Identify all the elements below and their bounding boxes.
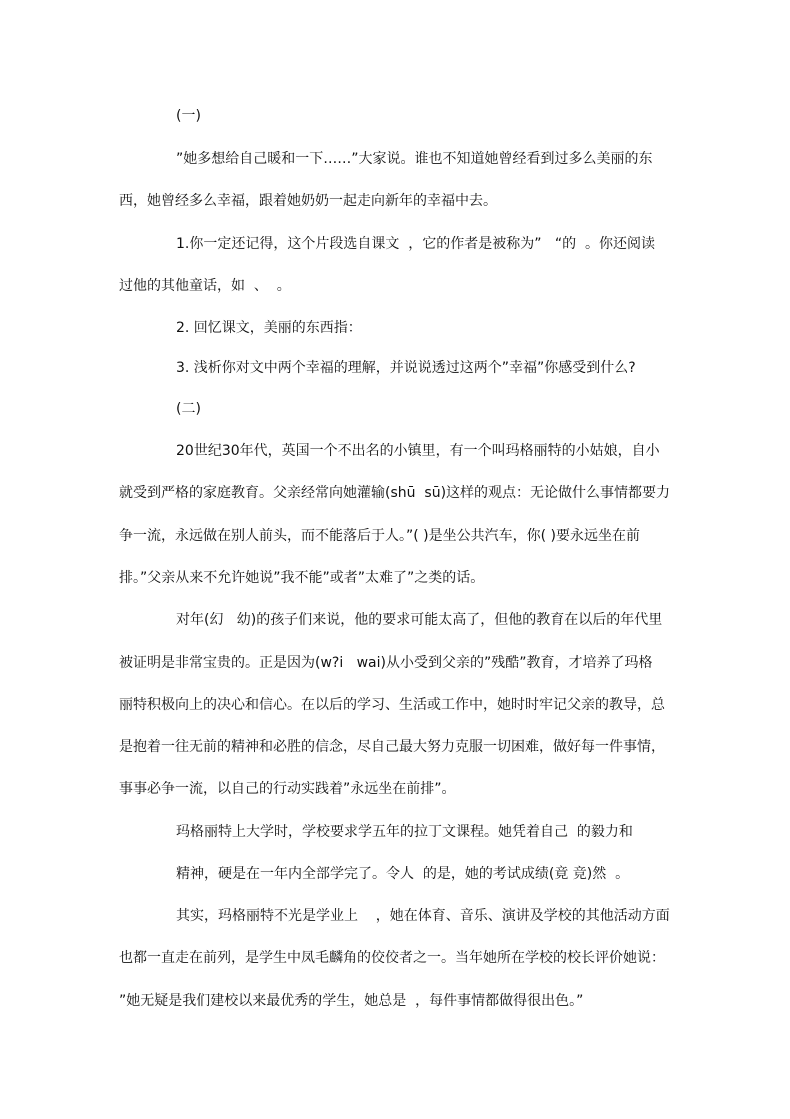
paragraph-line: 20世纪30年代，英国一个不出名的小镇里，有一个叫玛格丽特的小姑娘，自小 bbox=[176, 443, 660, 459]
paragraph-line: 其实，玛格丽特不光是学业上 ，她在体育、音乐、演讲及学校的其他活动方面 bbox=[176, 908, 670, 924]
paragraph-line: 对年(幻 幼)的孩子们来说，他的要求可能太高了，但他的教育在以后的年代里 bbox=[176, 612, 663, 628]
question-1-line: 过他的其他童话，如 、 。 bbox=[119, 278, 291, 294]
paragraph-line: 西，她曾经多么幸福，跟着她奶奶一起走向新年的幸福中去。 bbox=[119, 193, 497, 209]
question-2: 2. 回忆课文，美丽的东西指： bbox=[176, 320, 362, 336]
paragraph-line: 排。”父亲从来不允许她说”我不能”或者”太难了”之类的话。 bbox=[119, 570, 485, 586]
paragraph-line: 争一流，永远做在别人前头，而不能落后于人。”( )是坐公共汽车，你( )要永远坐在前 bbox=[119, 528, 640, 544]
section-heading-2: (二) bbox=[176, 401, 201, 417]
question-3: 3. 浅析你对文中两个幸福的理解，并说说透过这两个”幸福”你感受到什么? bbox=[176, 360, 636, 376]
paragraph-line: 事事必争一流，以自己的行动实践着”永远坐在前排”。 bbox=[119, 781, 456, 797]
paragraph-line: 也都一直走在前列，是学生中凤毛麟角的佼佼者之一。当年她所在学校的校长评价她说： bbox=[119, 950, 665, 966]
paragraph-line: 是抱着一往无前的精神和必胜的信念，尽自己最大努力克服一切困难，做好每一件事情， bbox=[119, 739, 665, 755]
paragraph-line: 就受到严格的家庭教育。父亲经常向她灌输(shū sū)这样的观点：无论做什么事情都要力 bbox=[119, 485, 671, 501]
paragraph-line: 精神，硬是在一年内全部学完了。令人 的是，她的考试成绩(竟 竞)然 。 bbox=[176, 866, 630, 882]
question-1-line: 1.你一定还记得，这个片段选自课文 ，它的作者是被称为” “的 。你还阅读 bbox=[176, 236, 656, 252]
paragraph-line: 被证明是非常宝贵的。正是因为(w?i wai)从小受到父亲的”残酷”教育，才培养了玛格 bbox=[119, 655, 653, 671]
paragraph-line: 玛格丽特上大学时，学校要求学五年的拉丁文课程。她凭着自己 的毅力和 bbox=[176, 824, 633, 840]
paragraph-line: ”她无疑是我们建校以来最优秀的学生，她总是 ，每件事情都做得很出色。” bbox=[119, 993, 584, 1009]
paragraph-line: 丽特积极向上的决心和信心。在以后的学习、生活或工作中，她时时牢记父亲的教导，总 bbox=[119, 697, 665, 713]
section-heading-1: (一) bbox=[176, 108, 201, 124]
paragraph-line: ”她多想给自己暖和一下……”大家说。谁也不知道她曾经看到过多么美丽的东 bbox=[176, 151, 653, 167]
